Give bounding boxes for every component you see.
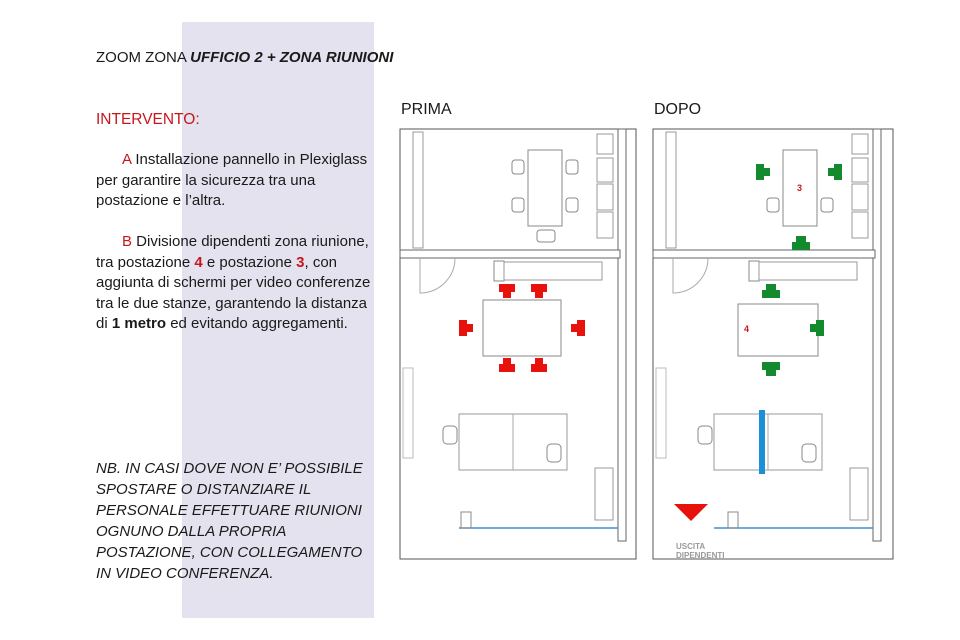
exit-label-2: DIPENDENTI xyxy=(676,551,725,560)
station-3-ref: 3 xyxy=(296,253,305,271)
outer-wall xyxy=(400,129,636,559)
station-3-label: 3 xyxy=(797,183,803,193)
item-b-paragraph: B Divisione dipendenti zona riunione, tra postazione 4 e postazione 3, con aggiunta di schermi per video conferenze tra le due stanze, garantendo la distanza di 1 metro ed evitando aggregamenti. xyxy=(96,233,371,332)
plexiglass-panel xyxy=(759,410,765,474)
item-a-paragraph xyxy=(96,150,371,212)
page-title: ZOOM ZONA UFFICIO 2 + ZONA RIUNIONI xyxy=(96,49,394,66)
item-a-letter: A xyxy=(122,151,132,168)
item-a-text: Installazione pannello in Plexiglass per garantire la sicurezza tra una postazione e l’altra. xyxy=(96,151,368,209)
station-4-label: 4 xyxy=(744,324,750,334)
meeting-chairs-green xyxy=(756,164,842,376)
meeting-chairs-red xyxy=(459,284,585,372)
distance-value: 1 metro xyxy=(111,315,167,332)
plan-before-label: PRIMA xyxy=(401,101,452,118)
item-b-letter: B xyxy=(122,233,133,250)
exit-label-1: USCITA xyxy=(676,542,706,551)
plan-after-label: DOPO xyxy=(654,101,702,118)
nb-note: NB. IN CASI DOVE NON E’ POSSIBILE SPOSTARE O DISTANZIARE IL PERSONALE EFFETTUARE RIUNIONI OGNUNO DALLA PROPRIA POSTAZIONE, CON COLLEGAMENTO IN VIDEO CONFERENZA. xyxy=(96,460,363,582)
plan-before xyxy=(399,128,639,562)
plan-after xyxy=(652,128,896,562)
exit-arrow-icon xyxy=(674,504,708,521)
outer-wall xyxy=(653,129,893,559)
intervento-heading: INTERVENTO: xyxy=(96,111,200,128)
station-4-ref: 4 xyxy=(194,253,203,271)
